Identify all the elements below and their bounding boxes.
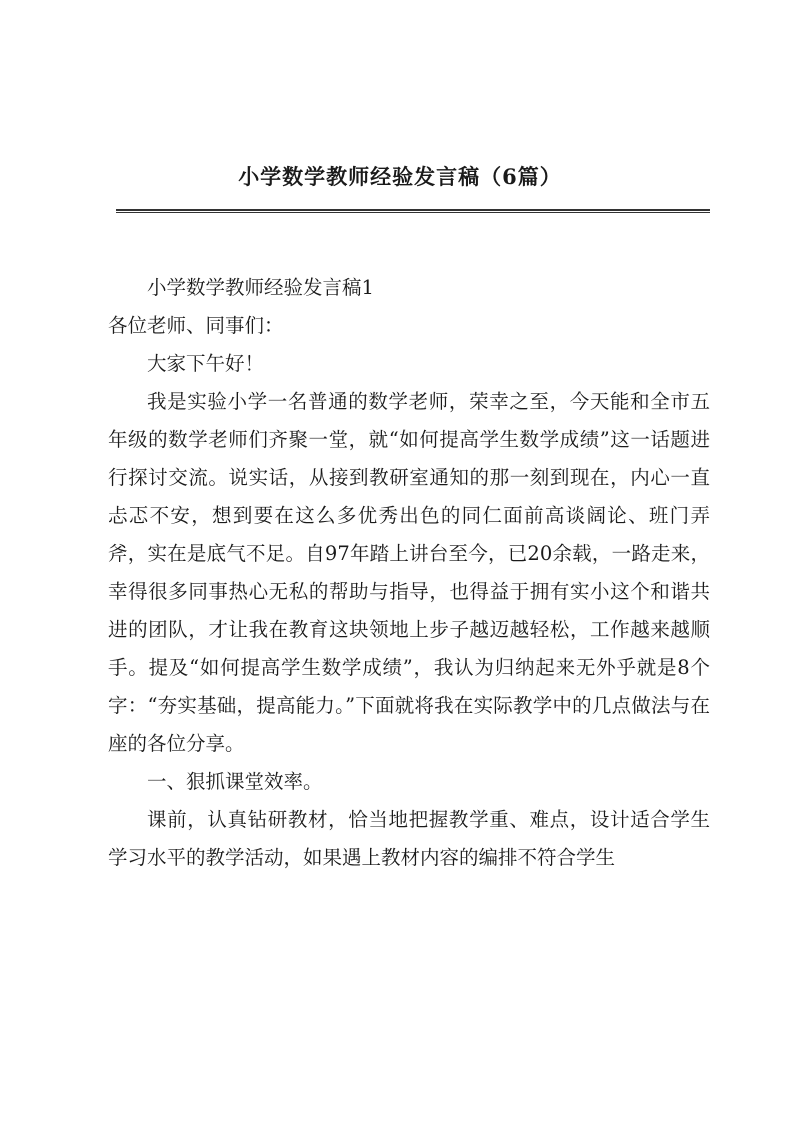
section-heading: 小学数学教师经验发言稿1	[147, 276, 374, 299]
document-body	[108, 269, 710, 877]
body-paragraph-1: 课前，认真钻研教材，恰当地把握教学重、难点，设计适合学生学习水平的教学活动，如果遇上教材内容的编排不符合学生	[108, 808, 710, 869]
salutation: 各位老师、同事们：	[108, 314, 284, 337]
title-divider	[116, 209, 710, 213]
body-paragraph-intro: 我是实验小学一名普通的数学老师，荣幸之至，今天能和全市五年级的数学老师们齐聚一堂，就“如何提高学生数学成绩”这一话题进行探讨交流。说实话，从接到教研室通知的那一刻到现在，内心一直忐忑不安，想到要在这么多优秀出色的同仁面前高谈阔论、班门弄斧，实在是底气不足。自97年踏上讲台至今，已20余载，一路走来，幸得很多同事热心无私的帮助与指导，也得益于拥有实小这个和谐共进的团队，才让我在教育这块领地上步子越迈越轻松，工作越来越顺手。提及“如何提高学生数学成绩”，我认为归纳起来无外乎就是8个字：“夯实基础，提高能力。”下面就将我在实际教学中的几点做法与在座的各位分享。	[108, 390, 710, 755]
greeting: 大家下午好！	[147, 352, 265, 375]
body-heading-1: 一、狠抓课堂效率。	[147, 770, 323, 793]
document-title: 小学数学教师经验发言稿（6篇）	[238, 164, 562, 189]
